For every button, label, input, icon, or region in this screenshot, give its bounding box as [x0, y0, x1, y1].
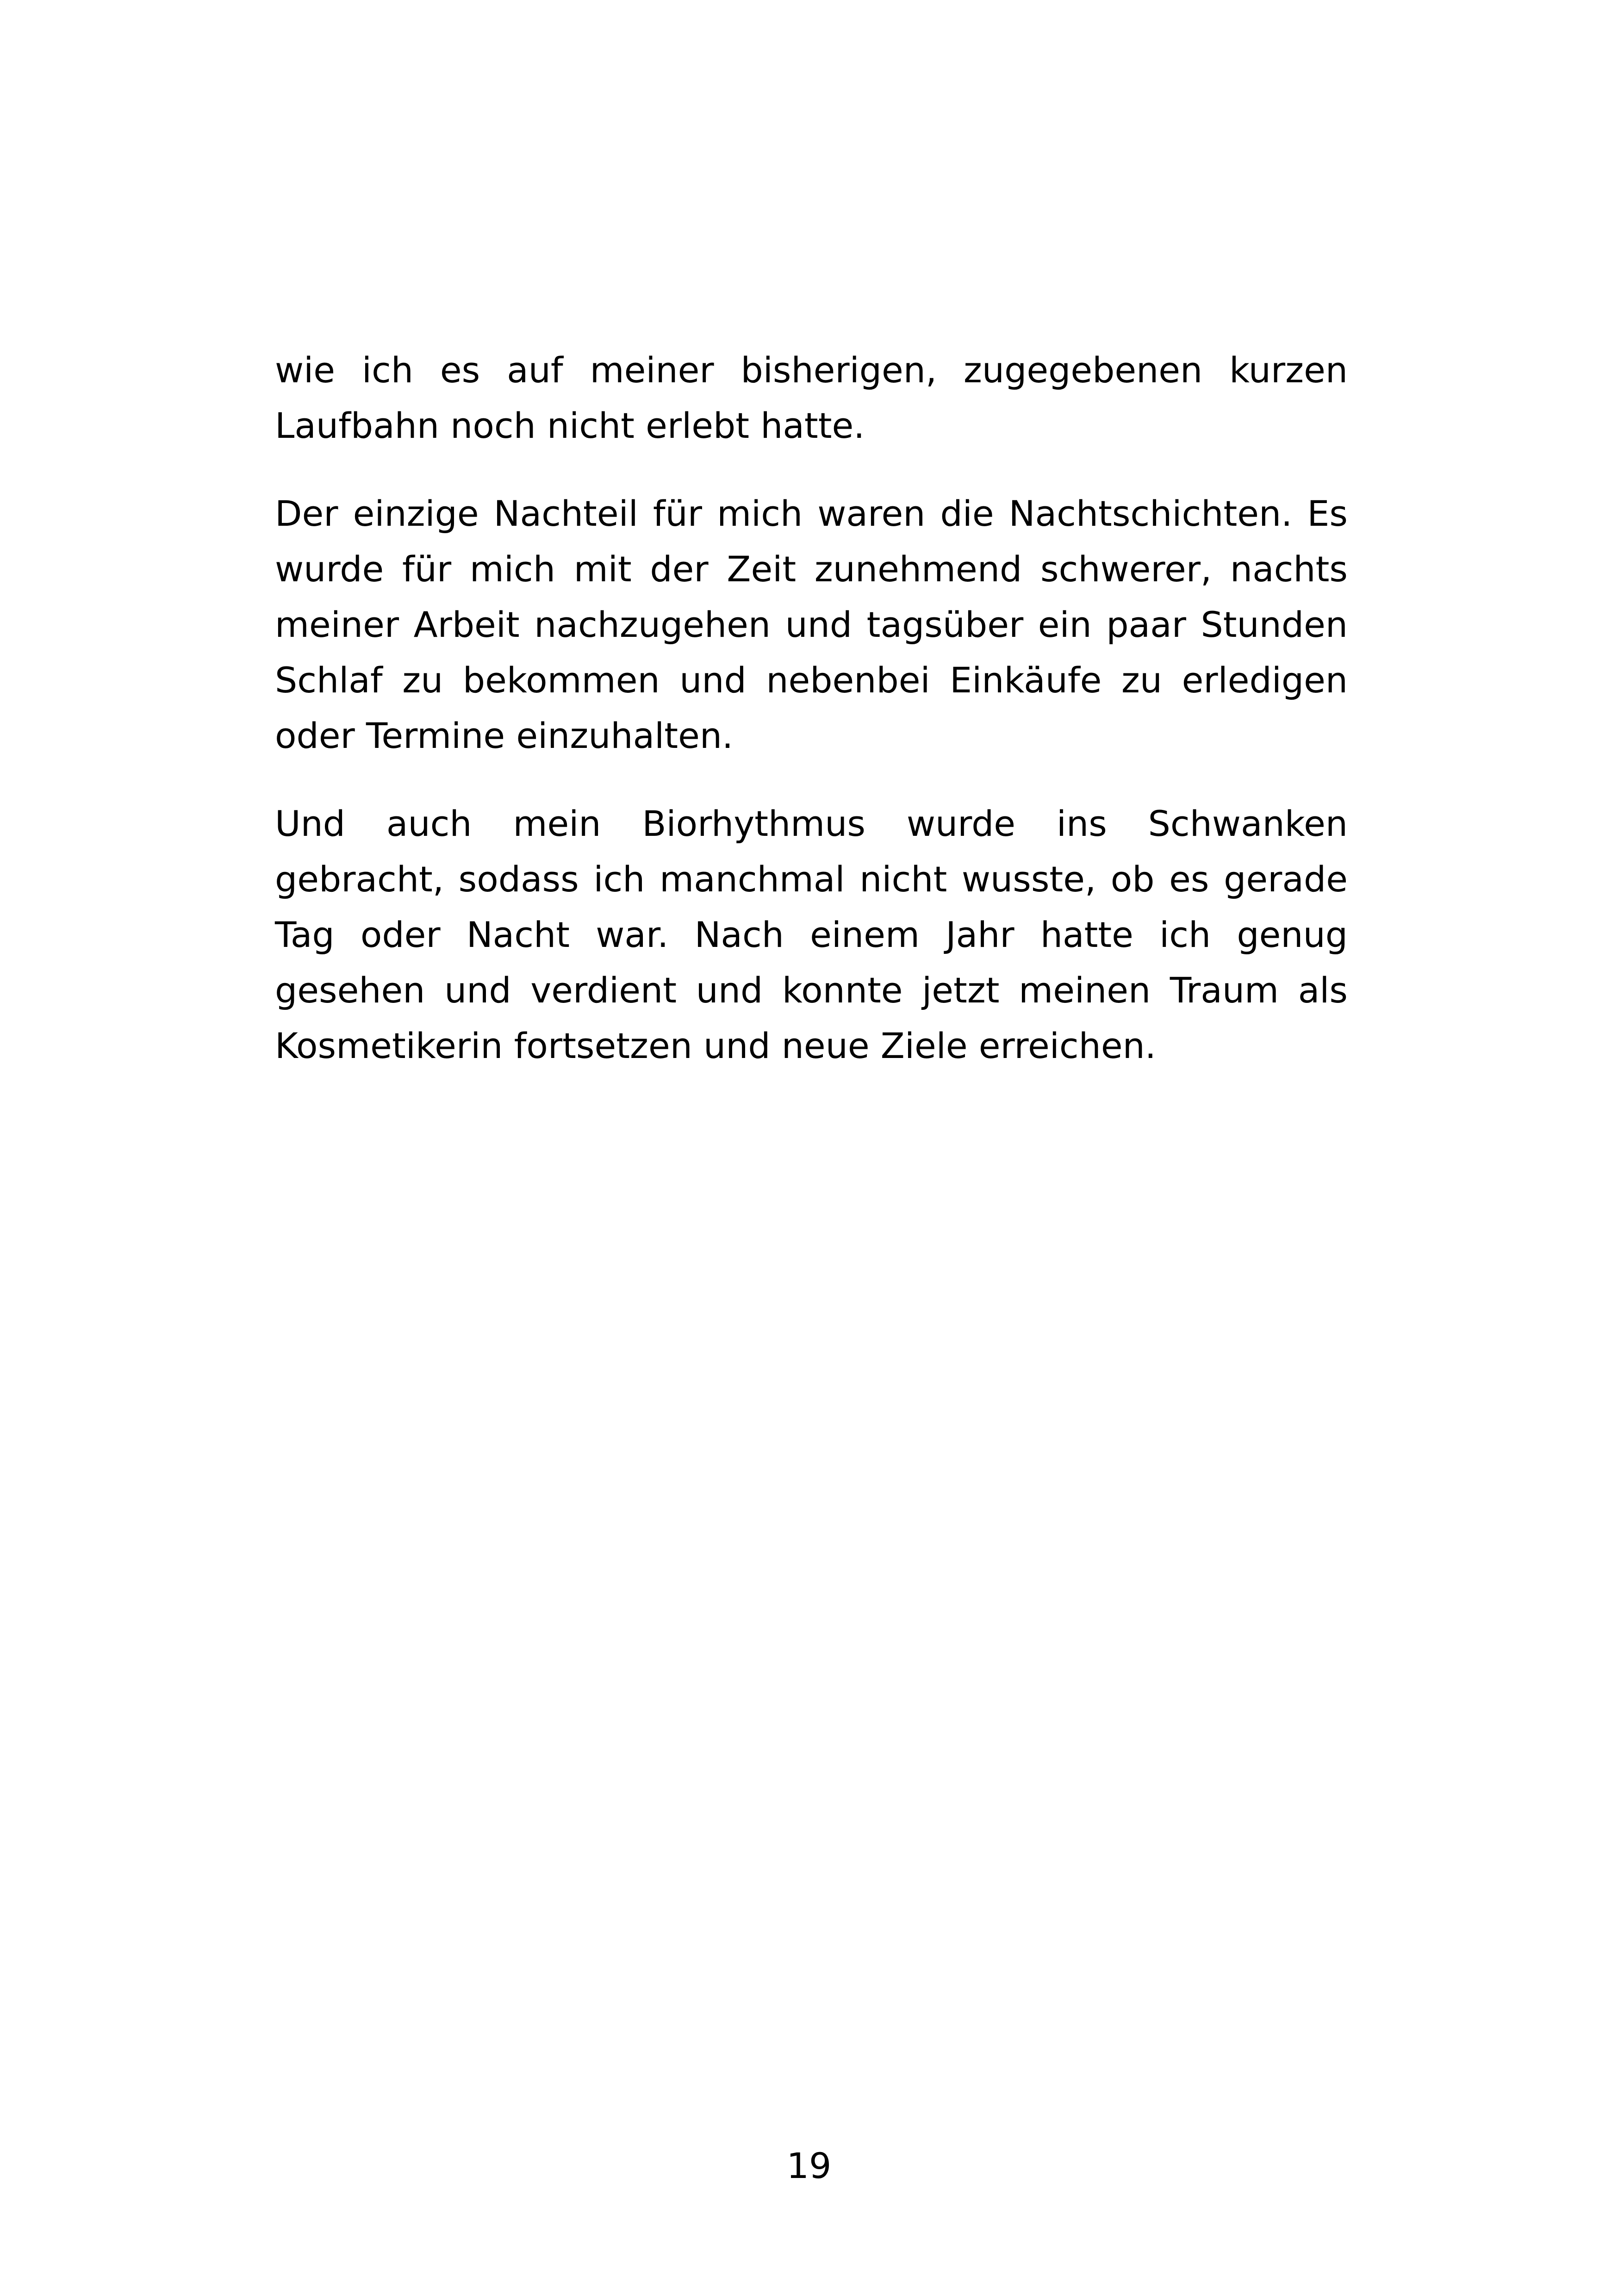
body-text: [275, 342, 1348, 1106]
paragraph-2: Der einzige Nachteil für mich waren die Nachtschichten. Es wurde für mich mit der Zeit zunehmend schwerer, nachts meiner Arbeit nachzugehen und tagsüber ein paar Stunden Schlaf zu bekommen und nebenbei Einkäufe zu erledigen oder Termine einzuhalten.: [275, 493, 1348, 756]
paragraph-1: wie ich es auf meiner bisherigen, zugegebenen kurzen Laufbahn noch nicht erlebt hatte.: [275, 349, 1348, 446]
paragraph-3: Und auch mein Biorhythmus wurde ins Schwanken gebracht, sodass ich manchmal nicht wusste, ob es gerade Tag oder Nacht war. Nach einem Jahr hatte ich genug gesehen und verdient und konnte jetzt meinen Traum als Kosmetikerin fortsetzen und neue Ziele erreichen.: [275, 803, 1348, 1066]
page-number: 19: [786, 2145, 832, 2186]
